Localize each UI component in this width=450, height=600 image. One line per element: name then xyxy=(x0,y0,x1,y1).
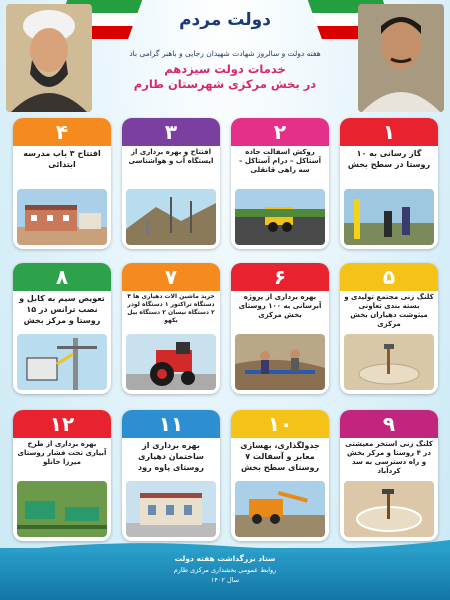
card-2 xyxy=(231,118,329,249)
card-photo xyxy=(17,189,107,245)
card-number: ۵ xyxy=(382,265,396,289)
card-text: افتتاح و بهره برداری از ایستگاه آب و هواشناسی xyxy=(128,148,214,165)
card-1 xyxy=(340,118,438,249)
card-text: تعویض سیم به کابل و نصب ترانس در ۱۵ روستا و مرکز بخش xyxy=(19,294,105,325)
header xyxy=(0,0,450,118)
card-number: ۱ xyxy=(382,120,396,144)
card-text: کلنگ زنی استخر معیشتی در ۴ روستا و مرکز بخش و راه دسترسی به سد کردآباد xyxy=(345,440,433,475)
headline-line2: در بخش مرکزی شهرستان طارم xyxy=(133,77,317,91)
headline xyxy=(100,62,350,92)
card-11 xyxy=(122,410,220,541)
card-text: جدولگذاری، بهسازی معابر و آسفالت ۷ روستای سطح بخش xyxy=(240,441,320,472)
footer-org: ستاد بزرگداشت هفته دولت xyxy=(174,554,276,563)
card-8 xyxy=(13,263,111,394)
card-3 xyxy=(122,118,220,249)
card-number: ۹ xyxy=(382,412,396,436)
footer-year: سال ۱۴۰۲ xyxy=(210,576,240,584)
card-text: خرید ماشین آلات دهیاری ها ۴ دستگاه تراکتور ۱ دستگاه لودر ۲ دستگاه نیسان ۲ دستگاه بیل بکهو xyxy=(127,293,215,324)
card-photo xyxy=(17,481,107,537)
card-6 xyxy=(231,263,329,394)
card-photo xyxy=(235,334,325,390)
card-number: ۳ xyxy=(164,120,178,144)
headline-line1: خدمات دولت سیزدهم xyxy=(164,62,286,76)
card-photo xyxy=(235,481,325,537)
subtitle: هفته دولت و سالروز شهادت شهیدان رجایی و باهنر گرامی باد xyxy=(129,49,321,58)
footer-wave xyxy=(0,538,450,552)
footer xyxy=(0,548,450,600)
card-photo xyxy=(235,189,325,245)
card-text: روکش آسفالت جاده آستاکل – درام آستاکل – سه راهی قانقلی xyxy=(238,148,322,174)
footer-dept: روابط عمومی بخشداری مرکزی طارم xyxy=(173,566,277,574)
card-photo xyxy=(17,334,107,390)
card-number: ۲ xyxy=(273,120,287,144)
card-number: ۱۱ xyxy=(158,412,184,436)
card-text: افتتاح ۳ باب مدرسه ابتدائی xyxy=(23,149,101,169)
card-number: ۱۰ xyxy=(267,412,293,436)
card-number: ۶ xyxy=(273,265,287,289)
card-text: بهره برداری از طرح آبیاری تحت فشار روستای میرزا خانلو xyxy=(17,440,107,466)
card-12 xyxy=(13,410,111,541)
card-9 xyxy=(340,410,438,541)
card-text: کلنگ زنی مجتمع تولیدی و بسته بندی تعاونی میثوشت دهیاران بخش مرکزی xyxy=(344,293,434,328)
card-text: بهره برداری از ساختمان دهیاری روستای پاوه رود xyxy=(137,441,204,472)
card-photo xyxy=(126,189,216,245)
card-photo xyxy=(344,189,434,245)
card-number: ۸ xyxy=(55,265,69,289)
card-text: گاز رسانی به ۱۰ روستا در سطح بخش xyxy=(347,149,431,169)
card-10 xyxy=(231,410,329,541)
card-photo xyxy=(344,481,434,537)
card-4 xyxy=(13,118,111,249)
card-photo xyxy=(126,334,216,390)
card-number: ۱۲ xyxy=(49,412,75,436)
card-5 xyxy=(340,263,438,394)
card-number: ۴ xyxy=(55,120,69,144)
page-title: دولت مردم xyxy=(179,10,271,30)
card-photo xyxy=(126,481,216,537)
card-photo xyxy=(344,334,434,390)
service-grid xyxy=(12,118,438,546)
card-number: ۷ xyxy=(164,265,178,289)
card-text: بهره برداری از پروژه آبرسانی به ۱۰۰ روستای بخش مرکزی xyxy=(238,293,322,319)
card-7 xyxy=(122,263,220,394)
